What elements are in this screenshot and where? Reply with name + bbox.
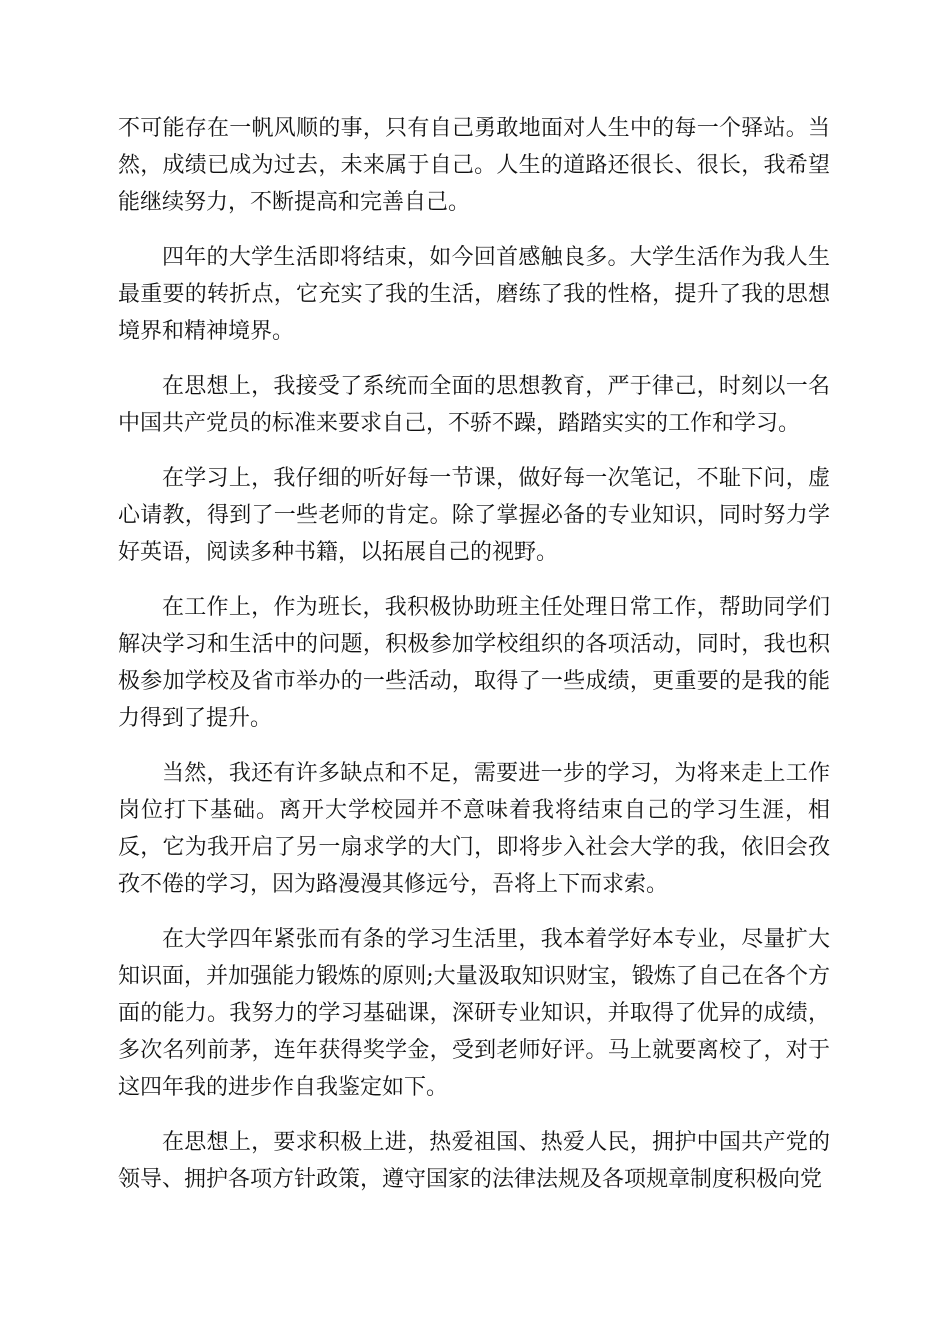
paragraph-1: 不可能存在一帆风顺的事，只有自己勇敢地面对人生中的每一个驿站。当然，成绩已成为过去，未来属于自己。人生的道路还很长、很长，我希望能继续努力，不断提高和完善自己。 — [118, 116, 830, 215]
paragraph-3: 在思想上，我接受了系统而全面的思想教育，严于律己，时刻以一名中国共产党员的标准来要求自己，不骄不躁，踏踏实实的工作和学习。 — [118, 374, 830, 436]
paragraph-7: 在大学四年紧张而有条的学习生活里，我本着学好本专业，尽量扩大知识面，并加强能力锻炼的原则;大量汲取知识财宝，锻炼了自己在各个方面的能力。我努力的学习基础课，深研专业知识，并取得了优异的成绩，多次名列前茅，连年获得奖学金，受到老师好评。马上就要离校了，对于这四年我的进步作自我鉴定如下。 — [118, 927, 830, 1100]
paragraph-5: 在工作上，作为班长，我积极协助班主任处理日常工作，帮助同学们解决学习和生活中的问题，积极参加学校组织的各项活动，同时，我也积极参加学校及省市举办的一些活动，取得了一些成绩，更重要的是我的能力得到了提升。 — [118, 595, 830, 731]
paragraph-6: 当然，我还有许多缺点和不足，需要进一步的学习，为将来走上工作岗位打下基础。离开大学校园并不意味着我将结束自己的学习生涯，相反，它为我开启了另一扇求学的大门，即将步入社会大学的我，依旧会孜孜不倦的学习，因为路漫漫其修远兮，吾将上下而求索。 — [118, 761, 830, 897]
paragraph-8: 在思想上，要求积极上进，热爱祖国、热爱人民，拥护中国共产党的领导、拥护各项方针政策，遵守国家的法律法规及各项规章制度积极向党 — [118, 1130, 830, 1192]
paragraph-2: 四年的大学生活即将结束，如今回首感触良多。大学生活作为我人生最重要的转折点，它充实了我的生活，磨练了我的性格，提升了我的思想境界和精神境界。 — [118, 245, 830, 344]
document-body — [118, 110, 830, 1216]
paragraph-4: 在学习上，我仔细的听好每一节课，做好每一次笔记，不耻下问，虚心请教，得到了一些老师的肯定。除了掌握必备的专业知识，同时努力学好英语，阅读多种书籍，以拓展自己的视野。 — [118, 466, 830, 565]
